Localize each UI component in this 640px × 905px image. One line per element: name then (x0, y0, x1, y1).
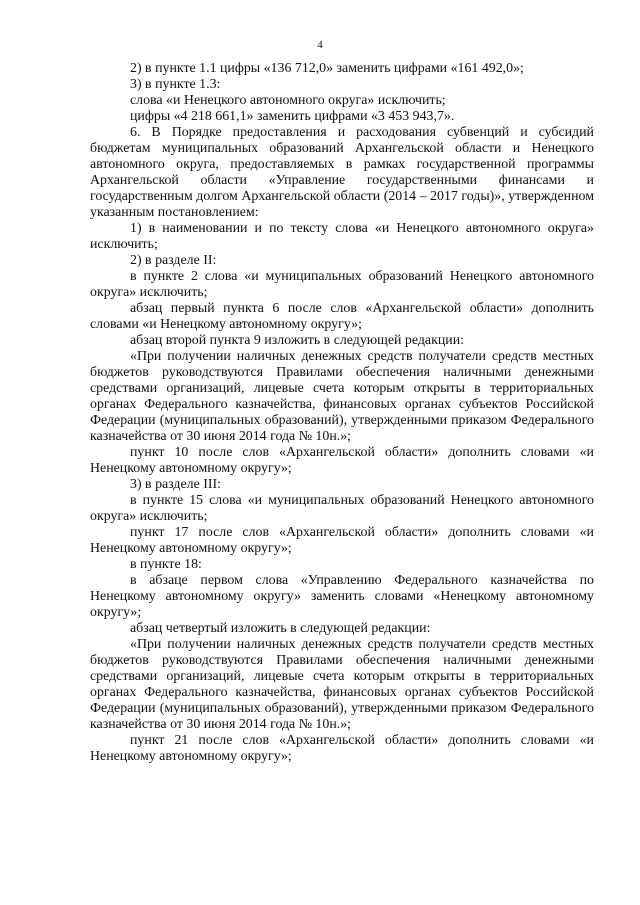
paragraph: абзац второй пункта 9 изложить в следующей редакции: (130, 333, 465, 348)
paragraph: в пункте 18: (130, 557, 202, 572)
paragraph: 3) в пункте 1.3: (130, 77, 221, 92)
paragraph: 3) в разделе III: (130, 477, 221, 492)
paragraph: 2) в разделе II: (130, 253, 217, 268)
paragraph: «При получении наличных денежных средств получатели средств местных бюджетов руководствуются Правилами обеспечения наличными денежными средствами организаций, лицевые счета которым открыты в территориальных органах Федерального казначейства, финансовых органах субъектов Российской Федерации (муниципальных образований), утвержденными приказом Федерального казначейства от 30 июня 2014 года № 10н.»; (90, 637, 594, 732)
paragraph: пункт 10 после слов «Архангельской области» дополнить словами «и Ненецкому автономному округу»; (90, 445, 594, 476)
paragraph: в пункте 15 слова «и муниципальных образований Ненецкого автономного округа» исключить; (90, 493, 594, 524)
paragraph: пункт 17 после слов «Архангельской области» дополнить словами «и Ненецкому автономному округу»; (90, 525, 594, 556)
paragraph: цифры «4 218 661,1» заменить цифрами «3 453 943,7». (130, 109, 455, 124)
paragraph: слова «и Ненецкого автономного округа» исключить; (130, 93, 446, 108)
paragraph: 2) в пункте 1.1 цифры «136 712,0» заменить цифрами «161 492,0»; (130, 61, 524, 76)
paragraph: «При получении наличных денежных средств получатели средств местных бюджетов руководствуются Правилами обеспечения наличными денежными средствами организаций, лицевые счета которым открыты в территориальных органах Федерального казначейства, финансовых органах субъектов Российской Федерации (муниципальных образований), утвержденными приказом Федерального казначейства от 30 июня 2014 года № 10н.»; (90, 349, 594, 444)
paragraph: пункт 21 после слов «Архангельской области» дополнить словами «и Ненецкому автономному округу»; (90, 733, 594, 764)
paragraph: абзац первый пункта 6 после слов «Архангельской области» дополнить словами «и Ненецкому автономному округу»; (90, 301, 594, 332)
paragraph: 1) в наименовании и по тексту слова «и Ненецкого автономного округа» исключить; (90, 221, 594, 252)
page-number: 4 (317, 39, 323, 51)
paragraph: в пункте 2 слова «и муниципальных образований Ненецкого автономного округа» исключить; (90, 269, 594, 300)
document-body (90, 61, 594, 765)
paragraph: в абзаце первом слова «Управлению Федерального казначейства по Ненецкому автономному округу» заменить словами «Ненецкому автономному округу»; (90, 573, 594, 620)
paragraph: 6. В Порядке предоставления и расходования субвенций и субсидий бюджетам муниципальных образований Архангельской области и Ненецкого автономного округа, предоставляемых в рамках государственной программы Архангельской области «Управление государственными финансами и государственным долгом Архангельской области (2014 – 2017 годы)», утвержденном указанным постановлением: (90, 125, 594, 220)
paragraph: абзац четвертый изложить в следующей редакции: (130, 621, 431, 636)
